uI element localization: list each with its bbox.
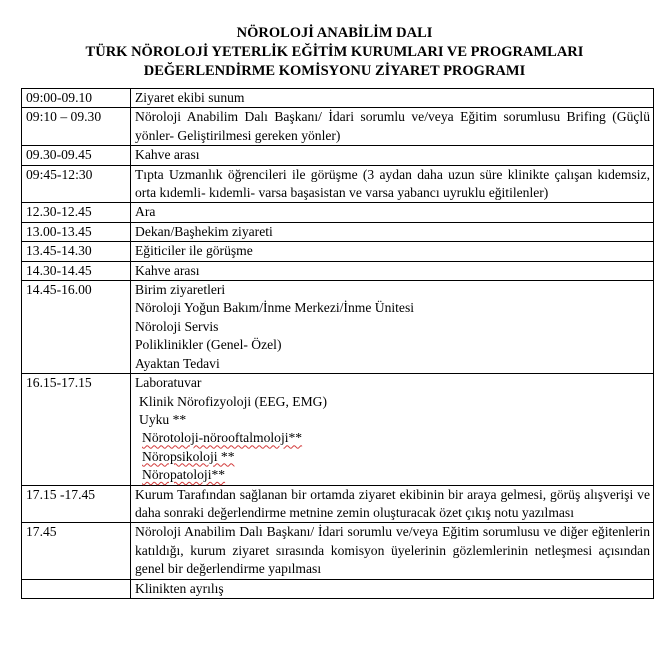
time-cell: 17.45 — [22, 523, 131, 579]
activity-cell: Nöroloji Anabilim Dalı Başkanı/ İdari sorumlu ve/veya Eğitim sorumlusu Brifing (Güçlü yönler- Geliştirilmesi gereken yönler) — [131, 108, 654, 146]
activity-cell: Tıpta Uzmanlık öğrencileri ile görüşme (3 aydan daha uzun süre klinikte çalışan kıdemsiz, orta kıdemli- kıdemli- varsa başasistan ve varsa yabancı uyruklu eğitilenler) — [131, 165, 654, 203]
time-cell: 16.15-17.15 — [22, 374, 131, 485]
activity-cell: Dekan/Başhekim ziyareti — [131, 222, 654, 241]
activity-cell: Nöroloji Anabilim Dalı Başkanı/ İdari sorumlu ve/veya Eğitim sorumlusu ve diğer eğitenlerin katıldığı, kurum ziyaret sırasında komisyon üyelerinin gözlemlerinin netleşmesi açısından genel bir değerlendirme yapılması — [131, 523, 654, 579]
laboratory-cell — [131, 374, 654, 485]
unit-visit-line: Birim ziyaretleri — [135, 282, 226, 298]
unit-visit-line: Nöroloji Yoğun Bakım/İnme Merkezi/İnme Ünitesi — [135, 300, 415, 316]
table-row — [22, 242, 654, 261]
lab-item — [135, 429, 650, 447]
activity-cell: Eğiticiler ile görüşme — [131, 242, 654, 261]
lab-item-text: Nöropsikoloji ** — [142, 448, 235, 464]
time-cell: 13.45-14.30 — [22, 242, 131, 261]
lab-item — [135, 466, 650, 484]
table-row — [22, 203, 654, 222]
activity-cell: Ziyaret ekibi sunum — [131, 89, 654, 108]
time-cell: 12.30-12.45 — [22, 203, 131, 222]
time-cell: 14.45-16.00 — [22, 281, 131, 374]
time-cell: 09:10 – 09.30 — [22, 108, 131, 146]
table-row — [22, 89, 654, 108]
activity-cell: Kurum Tarafından sağlanan bir ortamda ziyaret ekibinin bir araya gelmesi, görüş alışverişi ve daha sonraki değerlendirme metnine zemin oluşturacak özet çıkış notu yazılması — [131, 485, 654, 523]
table-row — [22, 523, 654, 579]
unit-visit-line: Ayaktan Tedavi — [135, 355, 220, 371]
unit-visit-line: Nöroloji Servis — [135, 318, 219, 334]
unit-visit-line: Poliklinikler (Genel- Özel) — [135, 337, 282, 353]
visit-schedule-table — [21, 88, 654, 599]
table-row — [22, 222, 654, 241]
time-cell: 09:00-09.10 — [22, 89, 131, 108]
lab-item-text: Nörotoloji-nörooftalmoloji** — [142, 430, 303, 446]
time-cell: 13.00-13.45 — [22, 222, 131, 241]
table-row-laboratory — [22, 374, 654, 485]
table-row — [22, 579, 654, 598]
header-department: NÖROLOJİ ANABİLİM DALI — [236, 25, 433, 41]
document-header — [0, 24, 669, 81]
table-row — [22, 261, 654, 280]
table-row — [22, 146, 654, 165]
time-cell: 09:45-12:30 — [22, 165, 131, 203]
time-cell — [22, 579, 131, 598]
table-row-unit-visits — [22, 281, 654, 374]
table-row — [22, 165, 654, 203]
activity-cell: Kahve arası — [131, 146, 654, 165]
lab-item-text: Nöropatoloji** — [142, 467, 226, 483]
time-cell: 14.30-14.45 — [22, 261, 131, 280]
lab-item — [135, 448, 650, 466]
header-subtitle: DEĞERLENDİRME KOMİSYONU ZİYARET PROGRAMI — [143, 63, 526, 79]
time-cell: 17.15 -17.45 — [22, 485, 131, 523]
laboratory-title: Laboratuvar — [135, 375, 202, 391]
lab-item: Klinik Nörofizyoloji (EEG, EMG) — [139, 393, 328, 409]
time-cell: 09.30-09.45 — [22, 146, 131, 165]
header-title: TÜRK NÖROLOJİ YETERLİK EĞİTİM KURUMLARI VE PROGRAMLARI — [85, 44, 584, 60]
activity-cell: Kahve arası — [131, 261, 654, 280]
lab-item: Uyku ** — [139, 411, 187, 427]
table-row — [22, 485, 654, 523]
unit-visits-cell — [131, 281, 654, 374]
activity-cell: Klinikten ayrılış — [131, 579, 654, 598]
activity-cell: Ara — [131, 203, 654, 222]
table-row — [22, 108, 654, 146]
